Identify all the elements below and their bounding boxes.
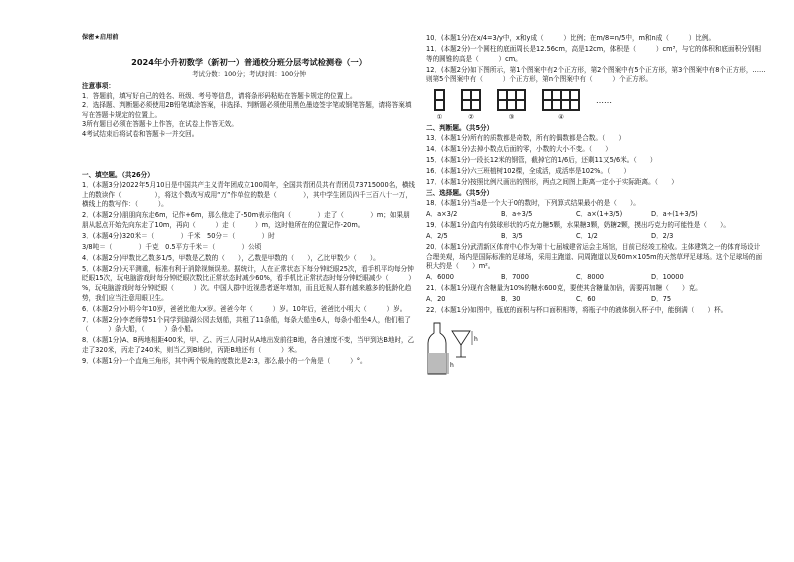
option-c: C．8000	[576, 273, 604, 282]
question-10: 10．(本题1分)在x/4=3/y中，x和y成（ ）比例；在m/8=n/5中，m和n成（ ）比例。	[426, 34, 716, 42]
option-b: B．30	[501, 295, 521, 304]
question-20: 20．(本题1分)武清新区体育中心作为第十七届城建省运会主场馆，目前已经竣工检收。主体建筑之一的体育场设计合理美观，场内是国际标准的足球场，采用主跑道、同周跑道以及60m×105m的天然草坪足球场。这个足球场的面积大约是（ ）m²。	[426, 243, 763, 271]
seal-label: 保密★启用前	[82, 34, 119, 41]
square-pattern-figures	[434, 89, 766, 122]
section-choice-heading: 三、选择题。（共5分）	[426, 189, 494, 198]
question-21-options	[426, 295, 766, 305]
question-3a: 3．(本题4分)320米＝（ ）千米 50分＝（ ）时	[82, 231, 275, 240]
question-1: 1．(本题3分)2022年5月10日是中国共产主义青年团成立100周年，全国共青团员共有青团员73715000名，横线上的数读作（ ），将这个数改写成用“万”作单位的数是（ ），其中学生团员四千三百八十一万，横线上的数写作：（ ）。	[82, 180, 416, 209]
figure-2	[461, 89, 481, 122]
figure-ellipsis: ……	[596, 95, 612, 105]
question-3b: 3/8吨＝（ ）千克 0.5平方千米＝（ ）公顷	[82, 242, 262, 251]
question-7: 7．(本题2分)李老师带51个同学到游湖公园去划船，共租了11条船，每条大船坐6人，每条小船坐4人，他们租了（ ）条大船，（ ）条小船。	[82, 315, 411, 334]
question-18-options	[426, 210, 766, 220]
question-13: 13．(本题1分)所有的质数都是奇数，所有的偶数都是合数。（ ）	[426, 133, 626, 142]
question-12: 12．(本题2分)如下图所示，第1个图案中有2个正方形，第2个图案中有5个正方形，第3个图案中有8个正方形，……则第5个图案中有（ ）个正方形，第n个图案中有（ ）个正方形。	[426, 65, 766, 84]
notice-item: 4考试结束后将试卷和答题卡一并交回。	[82, 129, 199, 138]
left-column	[82, 34, 416, 368]
section-fill-heading: 一、填空题。（共26分）	[82, 171, 154, 180]
figure-1	[434, 89, 445, 122]
question-20-options	[426, 273, 766, 283]
question-6: 6．(本题2分)小明今年10岁，爸爸比他大x岁。爸爸今年（ ）岁。10年后，爸爸比小明大（ ）岁。	[82, 304, 407, 313]
option-b: B．3/5	[501, 231, 523, 240]
question-9: 9．(本题1分)一个直角三角形，其中两个锐角的度数比是2:3，那么最小的一个角是（ ）°。	[82, 356, 367, 365]
question-22: 22．(本题1分)如图中，瓶底的面积与杯口面积相等，将瓶子中的液体倒入杯子中，能倒满（ ）杯。	[426, 306, 728, 315]
question-4: 4．(本题2分)甲数比乙数多1/5，甲数是乙数的（ ），乙数是甲数的（ ），乙比甲数少（ ）。	[82, 253, 380, 262]
exam-title: 2024年小升初数学（新初一）普通校分班分层考试检测卷（一）	[131, 56, 367, 67]
right-column	[426, 34, 766, 377]
notice-item: 3所有题目必须在答题卡上作答，在试卷上作答无效。	[82, 120, 238, 129]
option-a: A．2/5	[426, 231, 448, 240]
question-17: 17．(本题1分)按照比例尺画出的图形，两点之间图上距离一定小于实际距离。（ ）	[426, 177, 678, 186]
exam-subtitle: 考试分数：100分；考试时间：100分钟	[192, 69, 306, 78]
section-judge-heading: 二、判断题。（共5分）	[426, 124, 494, 133]
option-d: D．75	[651, 295, 672, 304]
option-c: C．a×(1+3/5)	[576, 209, 623, 218]
question-19-options	[426, 232, 766, 242]
question-11: 11．(本题2分)一个圆柱的底面周长是12.56cm，高是12cm，体积是（ ）cm³，与它的体积和底面积分别相等的圆锥的高是（ ）cm。	[426, 45, 761, 63]
bottle-icon	[428, 323, 446, 374]
figure-label: ④	[558, 112, 564, 121]
notice-block	[82, 82, 416, 139]
option-a: A．20	[426, 295, 446, 304]
question-5: 5．(本题2分)天平测重，标准有利于消除视频误差。据统计，人在正常状态下每分钟眨眼25次，看手机平均每分钟眨眼15次，玩电脑游戏时每分钟眨眼次数比正常状态时减少60%，看手机比正常状态时每分钟眨眼减少（ ）%，玩电脑游戏时每分钟眨眼（ ）次。中国人群中近视患者逐年增加，而且近视人群有越来越多的低龄化趋势，我们应当注意用眼卫生。	[82, 264, 415, 302]
option-b: B．a÷3/5	[501, 209, 533, 218]
question-16: 16．(本题1分)六三班植树102棵，全成活，成活率是102%。（ ）	[426, 166, 631, 175]
question-19: 19．(本题1分)盒内有鼓球形状的巧克力糖5颗，水果糖3颗，奶糖2颗，摸出巧克力的可能性是（ ）。	[426, 220, 730, 229]
figure-label: ①	[436, 112, 443, 121]
question-21: 21．(本题1分)现有含糖量为10%的糖水600克，要使其含糖量加倍，需要再加糖（ ）克。	[426, 284, 702, 293]
option-d: D．2/3	[651, 231, 674, 240]
notice-heading: 注意事项：	[82, 82, 115, 91]
figure-3-grid	[497, 89, 526, 111]
spacer	[82, 139, 416, 169]
figure-4	[542, 89, 580, 122]
option-a: A．6000	[426, 273, 454, 282]
notice-item: 2．选择题、判断题必须使用2B铅笔填涂答案，非选择、判断题必须使用黑色墨迹签字笔或钢笔答题，请将答案填写在答题卡规定的位置上。	[82, 101, 412, 119]
option-a: A．a×3/2	[426, 209, 458, 218]
question-2: 2．(本题2分)朋朋向东走6m，记作+6m，那么他走了-50m表示他向（ ）走了（ ）m；如果朋朋从起点开始先向东走了10m，再向（ ）走（ ）m，这时他所在的位置记作-20m。	[82, 211, 410, 229]
bottle-and-glass-figure	[426, 319, 766, 377]
option-c: C．1/2	[576, 231, 598, 240]
option-c: C．60	[576, 295, 596, 304]
figure-2-grid	[461, 89, 481, 111]
question-15: 15．(本题1分)一段长12米的钢管，截掉它的1/6后，还剩11又5/6米。（ ）	[426, 155, 657, 164]
figure-4-grid	[542, 89, 580, 111]
option-d: D．10000	[651, 273, 684, 282]
figure-label: ②	[468, 112, 474, 121]
option-b: B．7000	[501, 273, 529, 282]
notice-item: 1．答题前，填写好自己的姓名、班级、考号等信息，请将条形码粘贴在答题卡规定的位置上。	[82, 91, 357, 100]
figure-1-grid	[434, 89, 445, 111]
figure-label: ③	[508, 112, 515, 121]
glass-height-label: h	[474, 335, 478, 343]
bottle-liquid-height-label: h	[450, 361, 454, 369]
bottle-glass-diagram	[426, 319, 486, 377]
figure-3	[497, 89, 526, 122]
option-d: D．a÷(1+3/5)	[651, 209, 698, 218]
question-18: 18．(本题1分)当a是一个大于0的数时，下列算式结果最小的是（ ）。	[426, 198, 640, 207]
question-14: 14．(本题1分)去掉小数点后面的零，小数的大小不变。（ ）	[426, 144, 612, 153]
question-8: 8．(本题1分)A、B两地相距400米，甲、乙、丙三人同时从A地出发前往B地，各自速度不变，当甲到达B地时，乙走了320米，丙走了240米，则当乙到B地时，丙距B地还有（ ）米。	[82, 336, 415, 354]
